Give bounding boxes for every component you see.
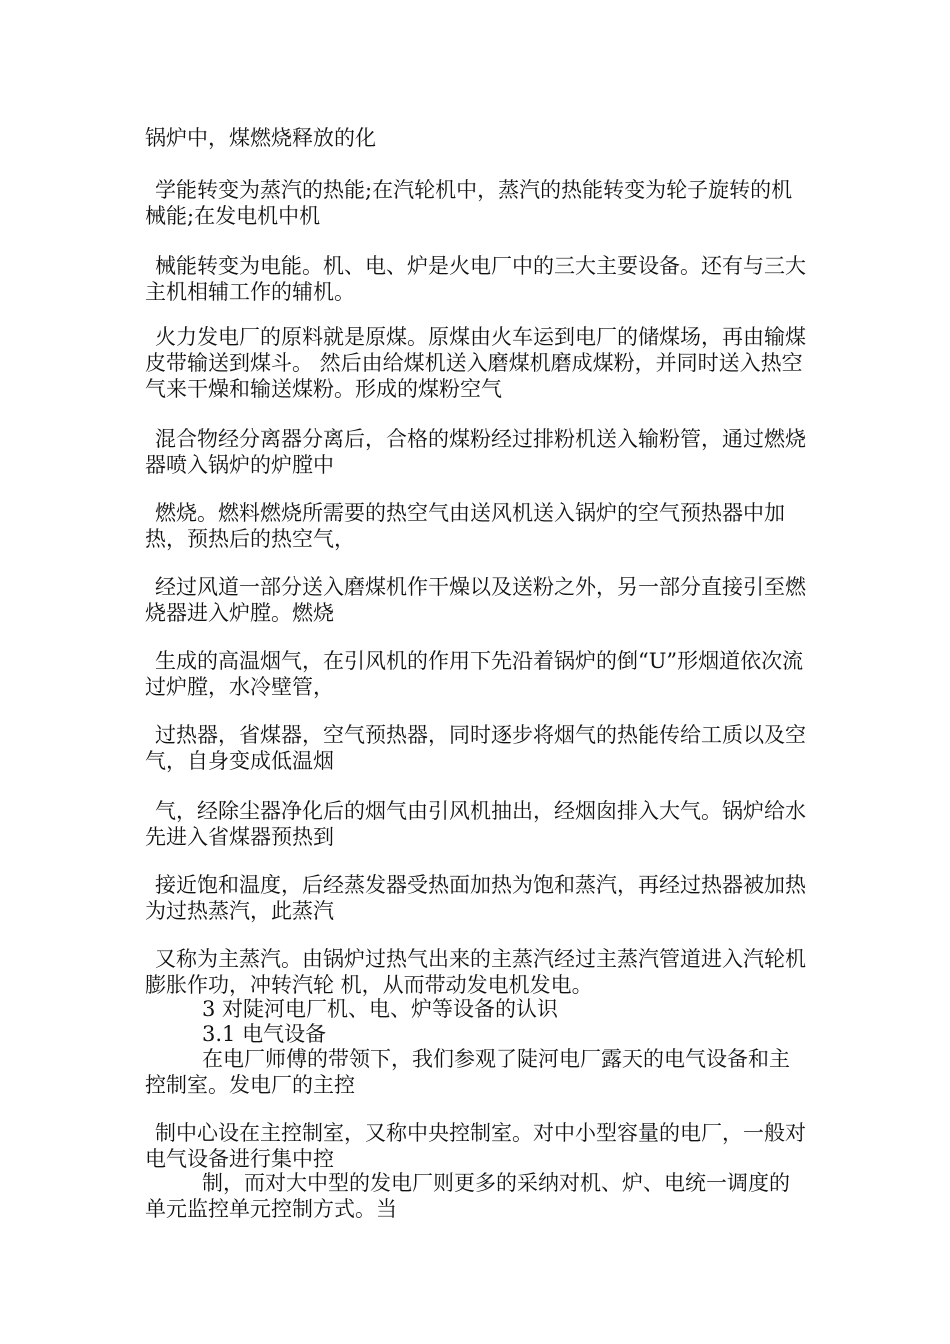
paragraph: 械能转变为电能。机、电、炉是火电厂中的三大主要设备。还有与三大主机相辅工作的辅机。 bbox=[145, 254, 806, 304]
paragraph: 火力发电厂的原料就是原煤。原煤由火车运到电厂的储煤场，再由输煤皮带输送到煤斗。 然后由给煤机送入磨煤机磨成煤粉，并同时送入热空气来干燥和输送煤粉。形成的煤粉空气 bbox=[145, 325, 806, 401]
paragraph: 在电厂师傅的带领下，我们参观了陡河电厂露天的电气设备和主控制室。发电厂的主控 bbox=[145, 1047, 790, 1097]
paragraph: 锅炉中，煤燃烧释放的化 bbox=[145, 126, 376, 150]
paragraph: 生成的高温烟气，在引风机的作用下先沿着锅炉的倒“U”形烟道依次流过炉膛，水冷壁管， bbox=[145, 649, 804, 699]
paragraph: 混合物经分离器分离后，合格的煤粉经过排粉机送入输粉管，通过燃烧器喷入锅炉的炉膛中 bbox=[145, 427, 806, 477]
paragraph: 制，而对大中型的发电厂则更多的采纳对机、炉、电统一调度的单元监控单元控制方式。当 bbox=[145, 1171, 790, 1221]
paragraph: 制中心设在主控制室，又称中央控制室。对中小型容量的电厂，一般对电气设备进行集中控 bbox=[145, 1121, 806, 1171]
paragraph: 气，经除尘器净化后的烟气由引风机抽出，经烟囱排入大气。锅炉给水先进入省煤器预热到 bbox=[145, 799, 806, 849]
paragraph: 燃烧。燃料燃烧所需要的热空气由送风机送入锅炉的空气预热器中加热，预热后的热空气， bbox=[145, 501, 785, 551]
paragraph: 过热器，省煤器，空气预热器，同时逐步将烟气的热能传给工质以及空气，自身变成低温烟 bbox=[145, 723, 806, 773]
paragraph: 又称为主蒸汽。由锅炉过热气出来的主蒸汽经过主蒸汽管道进入汽轮机膨胀作功，冲转汽轮 机，从而带动发电机发电。 bbox=[145, 947, 806, 997]
paragraph: 经过风道一部分送入磨煤机作干燥以及送粉之外，另一部分直接引至燃烧器进入炉膛。燃烧 bbox=[145, 575, 806, 625]
subsection-heading: 3.1 电气设备 bbox=[202, 1022, 327, 1046]
paragraph: 学能转变为蒸汽的热能;在汽轮机中，蒸汽的热能转变为轮子旋转的机械能;在发电机中机 bbox=[145, 178, 793, 228]
section-heading: 3 对陡河电厂机、电、炉等设备的认识 bbox=[202, 997, 559, 1021]
paragraph: 接近饱和温度，后经蒸发器受热面加热为饱和蒸汽，再经过热器被加热为过热蒸汽，此蒸汽 bbox=[145, 873, 806, 923]
